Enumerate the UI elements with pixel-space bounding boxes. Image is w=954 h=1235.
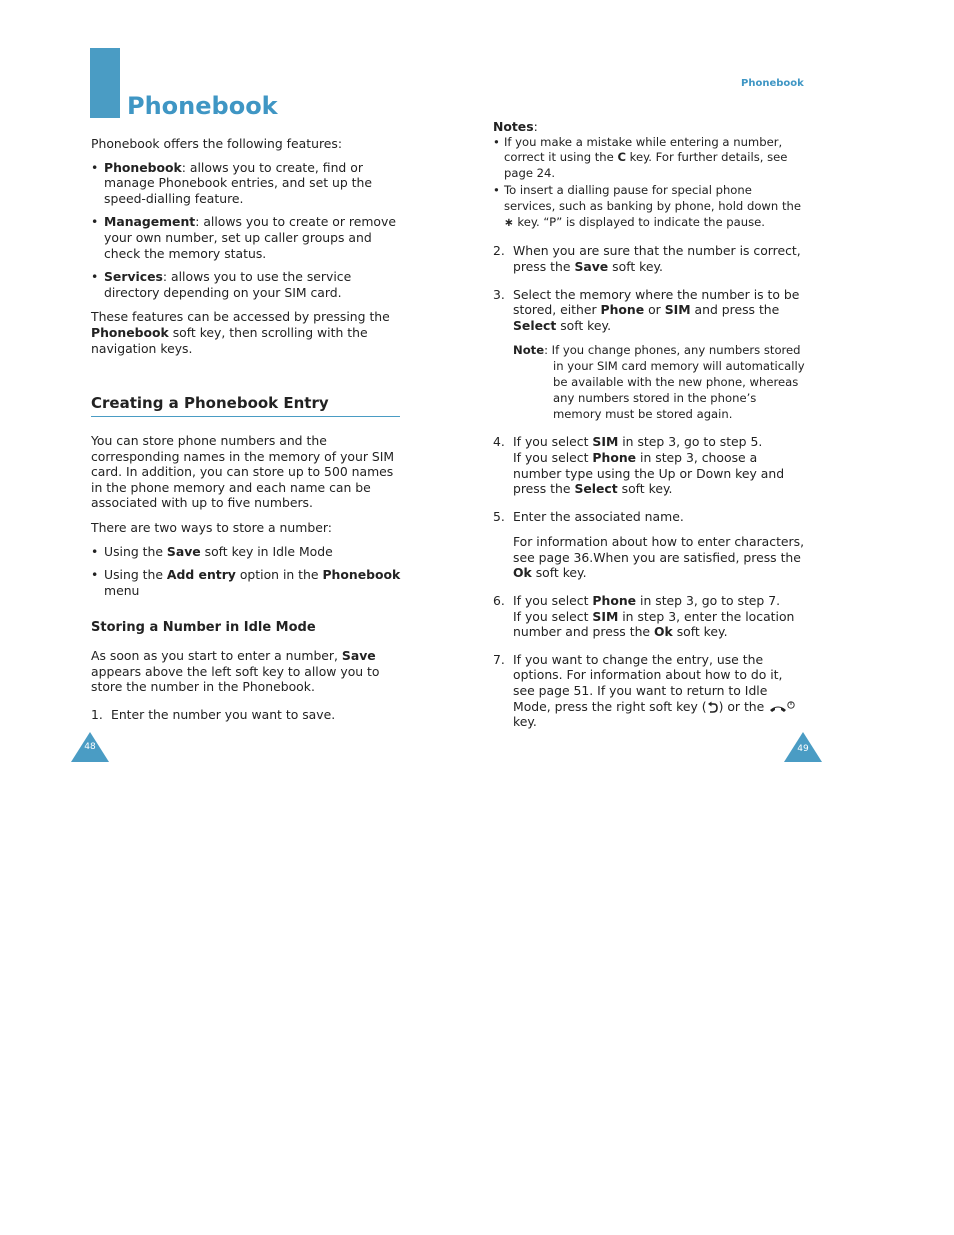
memory-note: Note: If you change phones, any numbers stored in your SIM card memory will automatically be available with the new phone, whereas any numbers stored in the phone’s memory must be stored again.	[513, 343, 805, 421]
end-key-icon	[768, 700, 796, 714]
feature-item: • Phonebook: allows you to create, find or manage Phonebook entries, and set up the speed-dialling feature.	[91, 159, 373, 206]
left-column	[91, 136, 403, 356]
subsection-heading: Storing a Number in Idle Mode	[91, 620, 316, 636]
page-number-right: 49	[784, 732, 822, 762]
left-column-lower	[91, 433, 403, 722]
way-item: • Using the Add entry option in the Phonebook menu	[91, 567, 401, 598]
page-title: Phonebook	[127, 92, 278, 120]
step-5: 5. Enter the associated name. For information about how to enter characters, see page 36.When you are satisfied, press the Ok soft key.	[493, 508, 805, 581]
way-item: • Using the Save soft key in Idle Mode	[91, 543, 333, 559]
page-number-left: 48	[71, 732, 109, 762]
access-text: These features can be accessed by pressing the Phonebook soft key, then scrolling with the navigation keys.	[91, 309, 390, 356]
section-heading: Creating a Phonebook Entry	[91, 394, 400, 417]
step-1: 1. Enter the number you want to save.	[91, 706, 336, 722]
two-ways-text: There are two ways to store a number:	[91, 519, 332, 535]
feature-item: • Services: allows you to use the service directory depending on your SIM card.	[91, 269, 352, 300]
notes-label: Notes:	[493, 119, 538, 134]
step-2: 2. When you are sure that the number is correct, press the Save soft key.	[493, 243, 801, 274]
running-header: Phonebook	[741, 78, 804, 89]
note-item: • If you make a mistake while entering a number, correct it using the C key. For further details, see page 24.	[493, 134, 788, 181]
feature-item: • Management: allows you to create or remove your own number, set up caller groups and check the memory status.	[91, 214, 396, 261]
step-6: 6. If you select Phone in step 3, go to step 7. If you select SIM in step 3, enter the location number and press the Ok soft key.	[493, 593, 795, 640]
step-4: 4. If you select SIM in step 3, go to step 5. If you select Phone in step 3, choose a number type using the Up or Down key and press the Select soft key.	[493, 434, 785, 497]
note-item: • To insert a dialling pause for special phone services, such as banking by phone, hold down the ∗ key. “P” is displayed to indicate the pause.	[493, 182, 801, 229]
back-key-icon	[707, 701, 719, 714]
idle-paragraph: As soon as you start to enter a number, Save appears above the left soft key to allow you to store the number in the Phonebook.	[91, 647, 380, 695]
right-column	[493, 119, 805, 730]
intro-text: Phonebook offers the following features:	[91, 136, 343, 151]
step-3: 3. Select the memory where the number is to be stored, either Phone or SIM and press the Select soft key.	[493, 286, 800, 333]
chapter-tab	[90, 48, 120, 118]
star-key-icon: ∗	[504, 214, 514, 229]
store-paragraph: You can store phone numbers and the corresponding names in the memory of your SIM card. In addition, you can store up to 500 names in the phone memory and each name can be associated with up to five numbers.	[91, 433, 395, 511]
step-7: 7. If you want to change the entry, use the options. For information about how to do it, see page 51. If you want to return to Idle Mode, press the right soft key ( ) or the key.	[493, 652, 805, 730]
